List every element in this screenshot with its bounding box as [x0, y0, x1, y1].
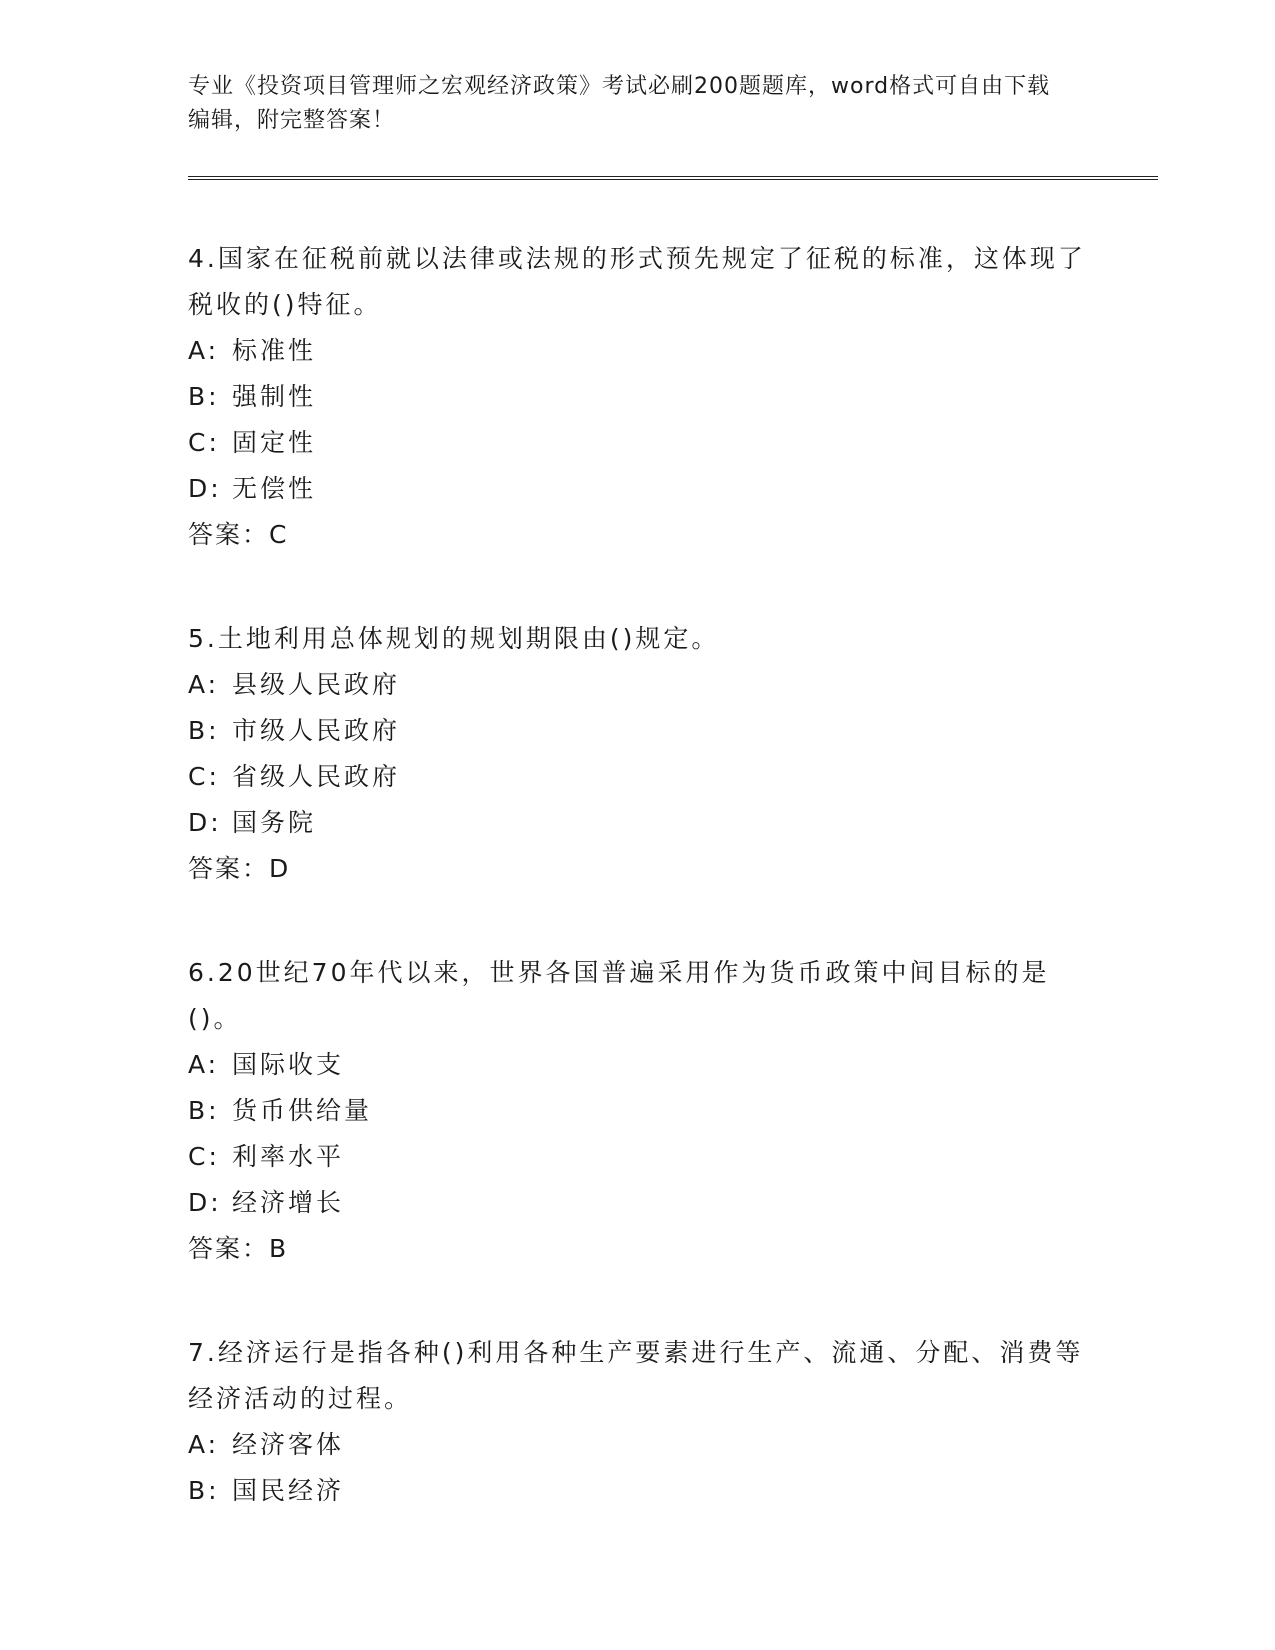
- option-key: D:: [188, 808, 222, 837]
- option-d: [188, 1180, 1158, 1226]
- option-key: B:: [188, 716, 220, 745]
- question-item: [188, 950, 1158, 1272]
- option-text: 标准性: [232, 336, 317, 365]
- question-stem: 5.土地利用总体规划的规划期限由()规定。: [188, 624, 720, 653]
- option-d: [188, 800, 1158, 846]
- option-text: 固定性: [232, 428, 317, 457]
- option-text: 省级人民政府: [232, 762, 401, 791]
- option-c: [188, 1134, 1158, 1180]
- option-text: 货币供给量: [232, 1096, 373, 1125]
- option-key: D:: [188, 474, 222, 503]
- question-stem: 4.国家在征税前就以法律或法规的形式预先规定了征税的标准，这体现了税收的()特征。: [188, 244, 1086, 319]
- header-divider: [188, 176, 1158, 180]
- answer-line: 答案：D: [188, 854, 291, 883]
- option-key: A:: [188, 1430, 220, 1459]
- option-d: [188, 466, 1158, 512]
- option-key: A:: [188, 336, 220, 365]
- answer-line: 答案：B: [188, 1234, 289, 1263]
- option-text: 利率水平: [232, 1142, 345, 1171]
- question-item: [188, 616, 1158, 892]
- answer-line: 答案：C: [188, 520, 289, 549]
- document-intro: 专业《投资项目管理师之宏观经济政策》考试必刷200题题库，word格式可自由下载编辑，附完整答案！: [188, 74, 1051, 133]
- option-text: 无偿性: [232, 474, 317, 503]
- option-a: [188, 662, 1158, 708]
- option-b: [188, 708, 1158, 754]
- question-item: [188, 236, 1158, 558]
- option-a: [188, 328, 1158, 374]
- option-c: [188, 420, 1158, 466]
- option-text: 国务院: [232, 808, 317, 837]
- option-text: 市级人民政府: [232, 716, 401, 745]
- option-key: B:: [188, 1096, 220, 1125]
- option-text: 国际收支: [232, 1050, 345, 1079]
- question-stem: 6.20世纪70年代以来，世界各国普遍采用作为货币政策中间目标的是()。: [188, 958, 1050, 1033]
- option-key: C:: [188, 1142, 220, 1171]
- option-b: [188, 1088, 1158, 1134]
- option-key: C:: [188, 762, 220, 791]
- document-page: [188, 70, 1158, 1514]
- option-key: A:: [188, 670, 220, 699]
- option-b: [188, 374, 1158, 420]
- option-a: [188, 1422, 1158, 1468]
- question-item: [188, 1330, 1158, 1514]
- option-key: A:: [188, 1050, 220, 1079]
- option-text: 经济增长: [232, 1188, 345, 1217]
- option-a: [188, 1042, 1158, 1088]
- option-key: B:: [188, 382, 220, 411]
- option-text: 强制性: [232, 382, 317, 411]
- option-key: D:: [188, 1188, 222, 1217]
- option-c: [188, 754, 1158, 800]
- option-key: B:: [188, 1476, 220, 1505]
- option-b: [188, 1468, 1158, 1514]
- option-text: 国民经济: [232, 1476, 345, 1505]
- option-text: 县级人民政府: [232, 670, 401, 699]
- option-key: C:: [188, 428, 220, 457]
- question-stem: 7.经济运行是指各种()利用各种生产要素进行生产、流通、分配、消费等经济活动的过程。: [188, 1338, 1084, 1413]
- option-text: 经济客体: [232, 1430, 345, 1459]
